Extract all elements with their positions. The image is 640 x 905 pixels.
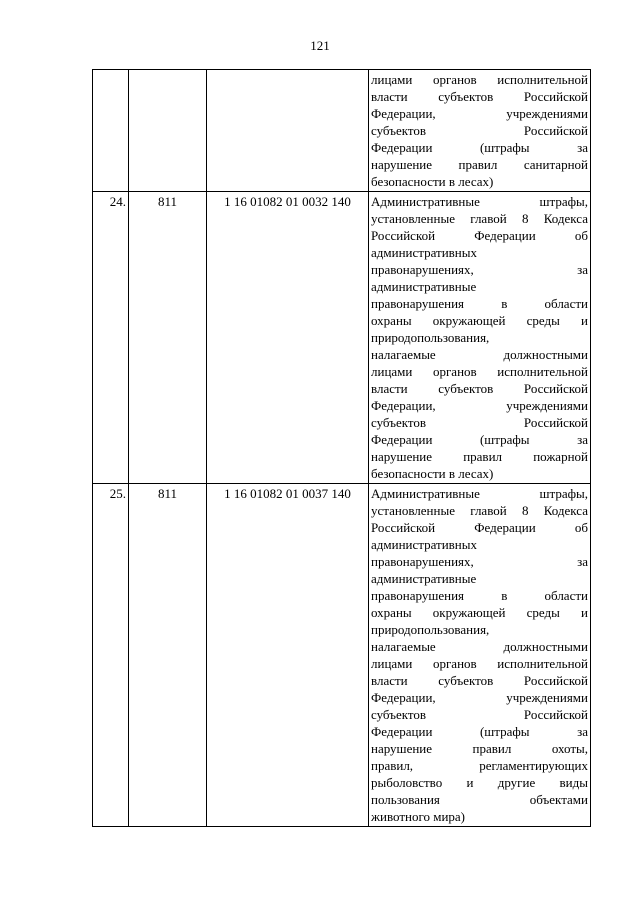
description-word: окружающей	[432, 313, 506, 328]
description-word: главой	[470, 503, 507, 518]
description-word: Российской	[523, 707, 588, 722]
description-word: Федерации	[371, 140, 433, 155]
description-line	[371, 71, 588, 88]
description-line	[371, 655, 588, 672]
table-row	[93, 192, 591, 484]
description-word: Российской	[371, 520, 436, 535]
description-word: должностными	[503, 639, 588, 654]
description-word: установленные	[371, 503, 455, 518]
description-line	[371, 706, 588, 723]
description-word: субъектов	[371, 707, 427, 722]
description-word: Административные	[371, 486, 480, 501]
description-word: 8	[521, 503, 529, 518]
description-word: (штрафы	[479, 432, 530, 447]
description-word: Федерации	[371, 724, 433, 739]
description-word: охоты,	[551, 741, 588, 756]
description-word: исполнительной	[497, 72, 588, 87]
description-line: безопасности в лесах)	[371, 174, 494, 189]
description-word: Российской	[523, 123, 588, 138]
description-line: административных	[371, 537, 477, 552]
description-word: за	[577, 262, 588, 277]
description-line	[371, 774, 588, 791]
description-word: установленные	[371, 211, 455, 226]
description-word: учреждениями	[506, 398, 588, 413]
description-word: субъектов	[438, 673, 494, 688]
description-line	[371, 139, 588, 156]
description-word: правил	[458, 157, 498, 172]
description-word: штрафы,	[539, 486, 588, 501]
description-line	[371, 261, 588, 278]
description-line	[371, 519, 588, 536]
description-line	[371, 122, 588, 139]
description-word: среды	[526, 313, 560, 328]
description-word: исполнительной	[497, 364, 588, 379]
description-word: Федерации,	[371, 106, 436, 121]
description-word: и	[581, 605, 588, 620]
description-line	[371, 553, 588, 570]
description-line	[371, 672, 588, 689]
description-word: об	[574, 228, 588, 243]
budget-code-cell	[207, 70, 369, 192]
description-word: виды	[559, 775, 588, 790]
description-word: Российской	[523, 89, 588, 104]
description-word: в	[501, 588, 508, 603]
description-line	[371, 791, 588, 808]
description-word: Российской	[523, 381, 588, 396]
description-line: природопользования,	[371, 330, 490, 345]
description-word: другие	[497, 775, 536, 790]
description-word: лицами	[371, 72, 413, 87]
description-line	[371, 363, 588, 380]
admin-code-cell: 811	[129, 192, 207, 484]
description-line	[371, 723, 588, 740]
description-word: 8	[521, 211, 529, 226]
document-table	[92, 69, 591, 827]
description-line	[371, 587, 588, 604]
description-line	[371, 502, 588, 519]
description-line	[371, 638, 588, 655]
description-word: и	[466, 775, 474, 790]
description-word: власти	[371, 673, 408, 688]
description-word: регламентирующих	[479, 758, 588, 773]
description-line	[371, 431, 588, 448]
description-line	[371, 740, 588, 757]
description-line	[371, 448, 588, 465]
description-cell	[369, 192, 591, 484]
description-cell	[369, 70, 591, 192]
description-word: правонарушениях,	[371, 262, 474, 277]
description-word: Федерации,	[371, 398, 436, 413]
description-word: области	[544, 588, 588, 603]
row-number-cell: 25.	[93, 484, 129, 827]
description-word: главой	[470, 211, 507, 226]
description-line: животного мира)	[371, 809, 465, 824]
description-word: нарушение	[371, 741, 433, 756]
description-line	[371, 210, 588, 227]
description-word: правонарушения	[371, 296, 465, 311]
budget-code-cell: 1 16 01082 01 0032 140	[207, 192, 369, 484]
description-word: органов	[432, 364, 477, 379]
description-word: налагаемые	[371, 347, 436, 362]
description-word: налагаемые	[371, 639, 436, 654]
description-line	[371, 88, 588, 105]
description-word: об	[574, 520, 588, 535]
description-word: рыболовство	[371, 775, 443, 790]
description-word: правонарушениях,	[371, 554, 474, 569]
description-word: и	[581, 313, 588, 328]
description-line	[371, 485, 588, 502]
row-number-cell: 24.	[93, 192, 129, 484]
description-word: власти	[371, 381, 408, 396]
description-word: за	[577, 724, 588, 739]
description-line	[371, 295, 588, 312]
description-word: охраны	[371, 605, 412, 620]
description-word: охраны	[371, 313, 412, 328]
description-word: Федерации,	[371, 690, 436, 705]
description-word: власти	[371, 89, 408, 104]
description-word: органов	[432, 72, 477, 87]
description-line	[371, 604, 588, 621]
description-word: правил,	[371, 758, 414, 773]
description-line	[371, 105, 588, 122]
description-word: за	[577, 554, 588, 569]
description-word: учреждениями	[506, 106, 588, 121]
description-word: Российской	[523, 673, 588, 688]
description-word: Федерации	[474, 228, 536, 243]
description-word: Кодекса	[543, 211, 588, 226]
description-word: правил	[463, 449, 503, 464]
description-line	[371, 689, 588, 706]
page-number: 121	[310, 38, 330, 53]
description-word: в	[501, 296, 508, 311]
admin-code-cell: 811	[129, 484, 207, 827]
description-word: (штрафы	[479, 140, 530, 155]
description-line: безопасности в лесах)	[371, 466, 494, 481]
description-word: субъектов	[371, 123, 427, 138]
description-word: штрафы,	[539, 194, 588, 209]
admin-code-cell	[129, 70, 207, 192]
description-word: правил	[472, 741, 512, 756]
table-row	[93, 70, 591, 192]
description-word: нарушение	[371, 157, 433, 172]
description-line	[371, 227, 588, 244]
description-line: административные	[371, 279, 477, 294]
description-word: субъектов	[438, 89, 494, 104]
description-line: природопользования,	[371, 622, 490, 637]
description-word: окружающей	[432, 605, 506, 620]
description-line	[371, 380, 588, 397]
table-row	[93, 484, 591, 827]
description-word: среды	[526, 605, 560, 620]
description-word: должностными	[503, 347, 588, 362]
description-line: административных	[371, 245, 477, 260]
description-word: Федерации	[474, 520, 536, 535]
description-line	[371, 414, 588, 431]
description-line	[371, 757, 588, 774]
description-word: Российской	[371, 228, 436, 243]
description-word: исполнительной	[497, 656, 588, 671]
description-line	[371, 156, 588, 173]
description-word: пожарной	[533, 449, 588, 464]
description-line	[371, 193, 588, 210]
description-word: Федерации	[371, 432, 433, 447]
description-word: пользования	[371, 792, 440, 807]
description-word: за	[577, 140, 588, 155]
description-word: нарушение	[371, 449, 433, 464]
description-word: Административные	[371, 194, 480, 209]
description-word: объектами	[529, 792, 588, 807]
description-word: (штрафы	[479, 724, 530, 739]
description-word: субъектов	[438, 381, 494, 396]
document-table-body	[93, 70, 591, 827]
description-word: субъектов	[371, 415, 427, 430]
description-word: органов	[432, 656, 477, 671]
description-word: лицами	[371, 364, 413, 379]
description-line	[371, 312, 588, 329]
description-word: Кодекса	[543, 503, 588, 518]
description-word: санитарной	[523, 157, 588, 172]
description-line	[371, 397, 588, 414]
row-number-cell	[93, 70, 129, 192]
description-word: за	[577, 432, 588, 447]
description-word: области	[544, 296, 588, 311]
description-word: Российской	[523, 415, 588, 430]
description-line: административные	[371, 571, 477, 586]
description-line	[371, 346, 588, 363]
budget-code-cell: 1 16 01082 01 0037 140	[207, 484, 369, 827]
description-cell	[369, 484, 591, 827]
description-word: правонарушения	[371, 588, 465, 603]
description-word: учреждениями	[506, 690, 588, 705]
description-word: лицами	[371, 656, 413, 671]
